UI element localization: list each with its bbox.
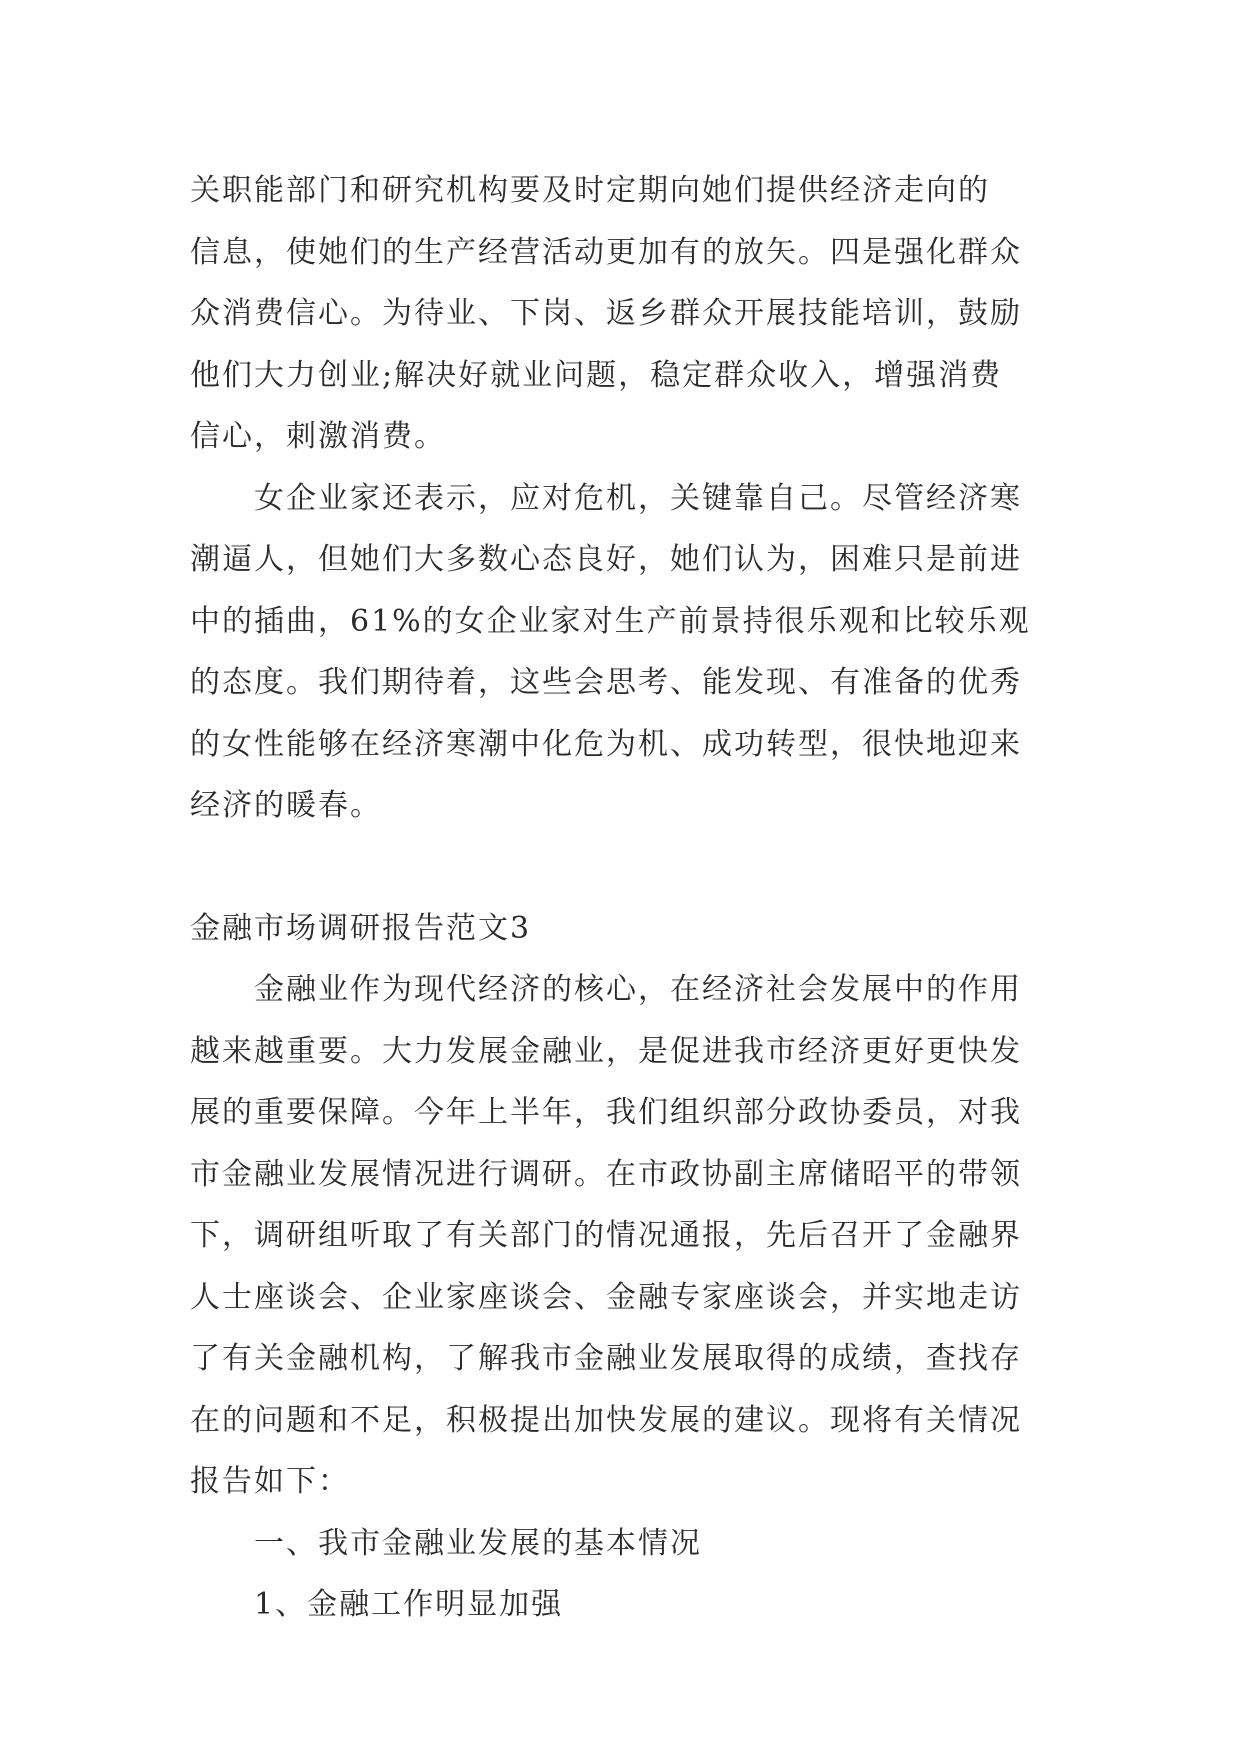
text-line: 经济的暖春。 xyxy=(190,788,382,823)
text-line: 潮逼人，但她们大多数心态良好，她们认为，困难只是前进 xyxy=(190,542,1022,577)
text-line: 下，调研组听取了有关部门的情况通报，先后召开了金融界 xyxy=(190,1218,1022,1253)
text-line: 展的重要保障。今年上半年，我们组织部分政协委员，对我 xyxy=(190,1095,1022,1130)
text-line: 信息，使她们的生产经营活动更加有的放矢。四是强化群众 xyxy=(190,234,1022,270)
text-line: 报告如下： xyxy=(190,1464,350,1499)
text-line: 市金融业发展情况进行调研。在市政协副主席储昭平的带领 xyxy=(190,1156,1022,1192)
paragraph-3 xyxy=(190,959,1052,1513)
subheading-1: 一、我市金融业发展的基本情况 xyxy=(254,1525,702,1561)
text-line: 越来越重要。大力发展金融业，是促进我市经济更好更快发 xyxy=(190,1033,1022,1069)
subheading-2: 1、金融工作明显加强 xyxy=(254,1587,564,1622)
text-line: 了有关金融机构，了解我市金融业发展取得的成绩，查找存 xyxy=(190,1341,1022,1376)
paragraph-2 xyxy=(190,468,1052,837)
text-line: 信心，刺激消费。 xyxy=(190,419,446,454)
text-line: 金融业作为现代经济的核心，在经济社会发展中的作用 xyxy=(254,972,1022,1007)
text-line: 关职能部门和研究机构要及时定期向她们提供经济走向的 xyxy=(190,173,990,208)
document-page xyxy=(190,160,1052,1636)
text-line: 在的问题和不足，积极提出加快发展的建议。现将有关情况 xyxy=(190,1402,1022,1438)
paragraph-1 xyxy=(190,160,1052,468)
text-line: 众消费信心。为待业、下岗、返乡群众开展技能培训，鼓励 xyxy=(190,296,1022,331)
text-line: 他们大力创业;解决好就业问题，稳定群众收入，增强消费 xyxy=(190,357,1003,393)
text-line: 人士座谈会、企业家座谈会、金融专家座谈会，并实地走访 xyxy=(190,1279,1022,1315)
text-line: 的女性能够在经济寒潮中化危为机、成功转型，很快地迎来 xyxy=(190,726,1022,762)
text-line: 的态度。我们期待着，这些会思考、能发现、有准备的优秀 xyxy=(190,665,1022,700)
section-title: 金融市场调研报告范文3 xyxy=(190,910,532,946)
text-line: 女企业家还表示，应对危机，关键靠自己。尽管经济寒 xyxy=(254,480,1022,516)
text-line: 中的插曲，61%的女企业家对生产前景持很乐观和比较乐观 xyxy=(190,603,1031,639)
